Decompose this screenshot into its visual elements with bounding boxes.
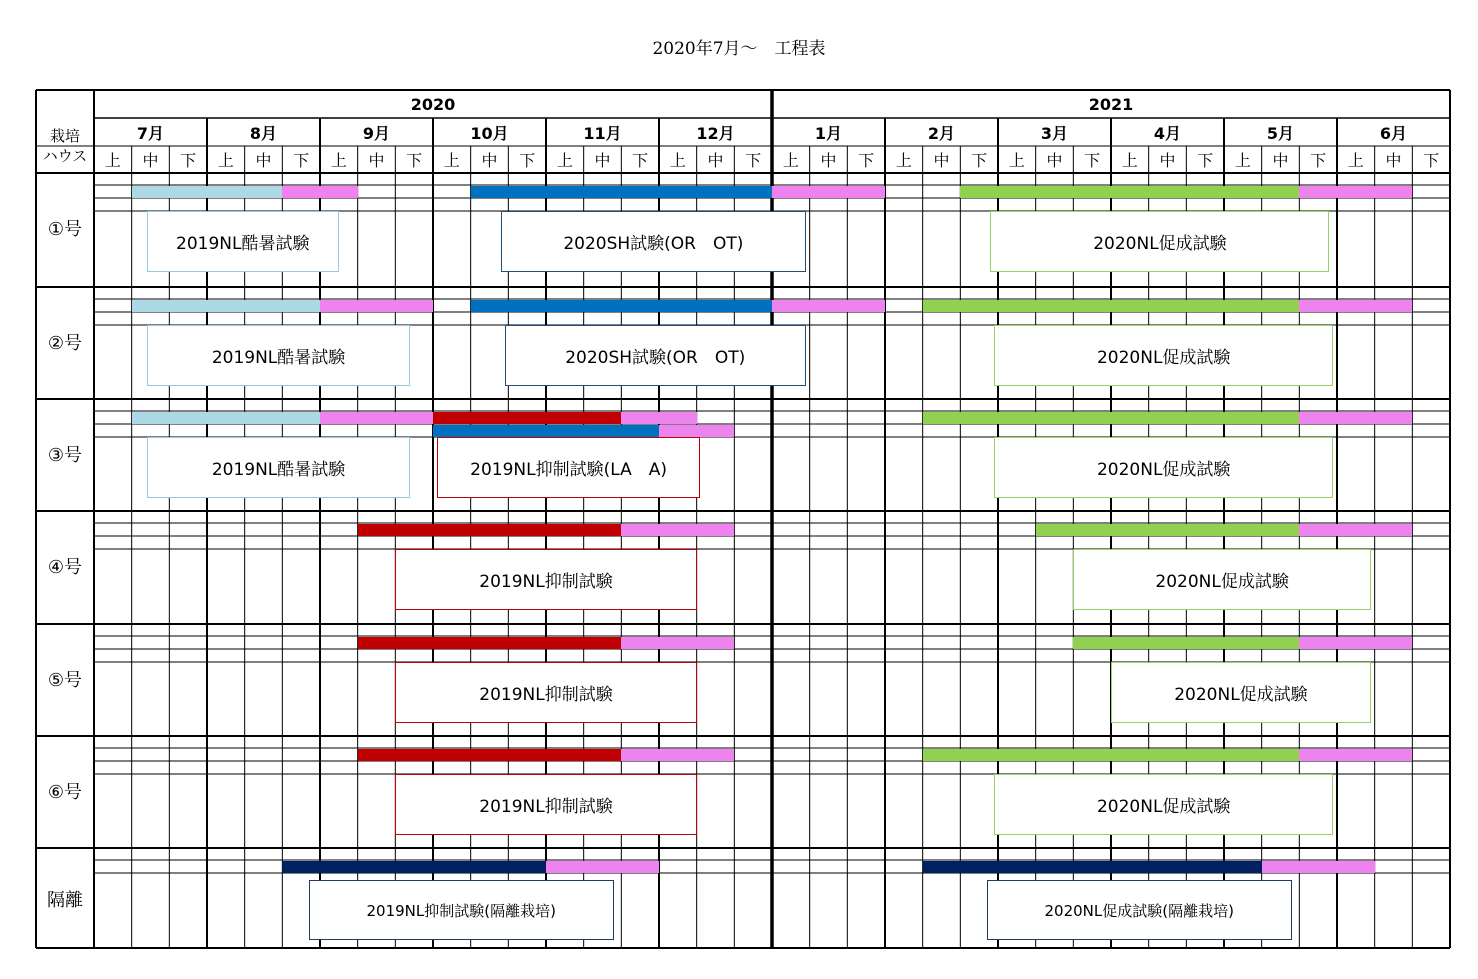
schedule-bar [960, 186, 1299, 198]
schedule-bar [320, 412, 433, 424]
schedule-bar [1299, 300, 1412, 312]
schedule-bar [923, 749, 1300, 761]
schedule-bar [923, 300, 1300, 312]
month-label: 12月 [696, 123, 735, 143]
schedule-bar [1299, 412, 1412, 424]
month-label: 7月 [136, 123, 165, 143]
period-label: 中 [1272, 151, 1289, 170]
schedule-bar [471, 300, 772, 312]
trial-label-box: 2019NL抑制試験(隔離栽培) [309, 880, 614, 940]
schedule-bar [546, 861, 659, 873]
period-label: 下 [632, 151, 649, 170]
trial-label-box: 2020SH試験(OR OT) [505, 325, 806, 386]
period-label: 下 [745, 151, 762, 170]
period-label: 中 [707, 151, 724, 170]
schedule-bar [923, 412, 1300, 424]
trial-label-box: 2020NL促成試験(隔離栽培) [987, 880, 1292, 940]
schedule-bar [1299, 637, 1412, 649]
schedule-bar [358, 749, 622, 761]
trial-label-box: 2020SH試験(OR OT) [501, 211, 806, 272]
period-label: 上 [1121, 151, 1138, 170]
schedule-bar [358, 637, 622, 649]
schedule-bar [1036, 524, 1300, 536]
period-label: 上 [669, 151, 686, 170]
trial-label-box: 2020NL促成試験 [994, 774, 1333, 835]
schedule-bar [132, 412, 320, 424]
house-label: ①号 [47, 219, 83, 240]
schedule-bar [1299, 749, 1412, 761]
period-label: 中 [1385, 151, 1402, 170]
schedule-bar [1299, 524, 1412, 536]
house-header-label: 栽培 ハウス [42, 126, 88, 165]
trial-label-box: 2020NL促成試験 [994, 325, 1333, 386]
schedule-bar [132, 300, 320, 312]
trial-label-box: 2019NL抑制試験 [395, 774, 696, 835]
period-label: 下 [1310, 151, 1327, 170]
trial-label-box: 2020NL促成試験 [990, 211, 1329, 272]
month-label: 5月 [1266, 123, 1295, 143]
schedule-bar [1073, 637, 1299, 649]
period-label: 下 [180, 151, 197, 170]
period-label: 上 [1234, 151, 1251, 170]
period-label: 中 [820, 151, 837, 170]
period-label: 下 [858, 151, 875, 170]
year-label: 2020 [410, 94, 456, 114]
house-label: ④号 [47, 557, 83, 578]
trial-label-box: 2019NL酷暑試験 [147, 211, 339, 272]
period-label: 下 [519, 151, 536, 170]
period-label: 下 [1197, 151, 1214, 170]
schedule-bar [433, 412, 621, 424]
period-label: 上 [443, 151, 460, 170]
period-label: 中 [1046, 151, 1063, 170]
period-label: 中 [1159, 151, 1176, 170]
month-label: 10月 [470, 123, 509, 143]
schedule-bar [772, 186, 885, 198]
month-label: 8月 [249, 123, 278, 143]
schedule-bar [282, 186, 357, 198]
month-label: 9月 [362, 123, 391, 143]
schedule-bar [659, 425, 734, 437]
schedule-bar [282, 861, 546, 873]
month-label: 1月 [814, 123, 843, 143]
period-label: 上 [556, 151, 573, 170]
month-label: 4月 [1153, 123, 1182, 143]
period-label: 上 [217, 151, 234, 170]
schedule-bar [772, 300, 885, 312]
period-label: 中 [594, 151, 611, 170]
period-label: 中 [481, 151, 498, 170]
house-label: ⑤号 [47, 670, 83, 691]
trial-label-box: 2020NL促成試験 [1073, 549, 1371, 610]
schedule-bar [320, 300, 433, 312]
month-label: 3月 [1040, 123, 1069, 143]
period-label: 下 [293, 151, 310, 170]
house-label: ③号 [47, 445, 83, 466]
trial-label-box: 2019NL酷暑試験 [147, 437, 411, 498]
trial-label-box: 2019NL抑制試験(LA A) [437, 437, 701, 498]
month-label: 6月 [1379, 123, 1408, 143]
schedule-bar [471, 186, 772, 198]
year-label: 2021 [1088, 94, 1134, 114]
house-label: 隔離 [47, 890, 83, 911]
schedule-bar [358, 524, 622, 536]
schedule-bar [1262, 861, 1375, 873]
schedule-bar [132, 186, 283, 198]
trial-label-box: 2020NL促成試験 [1111, 662, 1371, 723]
month-label: 2月 [927, 123, 956, 143]
period-label: 下 [971, 151, 988, 170]
period-label: 上 [782, 151, 799, 170]
house-label: ②号 [47, 333, 83, 354]
house-label: ⑥号 [47, 782, 83, 803]
month-label: 11月 [583, 123, 622, 143]
period-label: 中 [933, 151, 950, 170]
period-label: 上 [1347, 151, 1364, 170]
trial-label-box: 2019NL抑制試験 [395, 662, 696, 723]
period-label: 上 [330, 151, 347, 170]
period-label: 上 [1008, 151, 1025, 170]
schedule-bar [923, 861, 1262, 873]
trial-label-box: 2019NL抑制試験 [395, 549, 696, 610]
trial-label-box: 2020NL促成試験 [994, 437, 1333, 498]
schedule-bar [621, 524, 734, 536]
schedule-bar [621, 749, 734, 761]
period-label: 下 [1423, 151, 1440, 170]
schedule-bar [433, 425, 659, 437]
schedule-bar [621, 637, 734, 649]
schedule-bar [621, 412, 696, 424]
period-label: 下 [1084, 151, 1101, 170]
period-label: 下 [406, 151, 423, 170]
schedule-bar [1299, 186, 1412, 198]
period-label: 上 [104, 151, 121, 170]
period-label: 中 [142, 151, 159, 170]
period-label: 中 [255, 151, 272, 170]
page-title: 2020年7月～ 工程表 [652, 39, 826, 59]
period-label: 上 [895, 151, 912, 170]
period-label: 中 [368, 151, 385, 170]
trial-label-box: 2019NL酷暑試験 [147, 325, 411, 386]
